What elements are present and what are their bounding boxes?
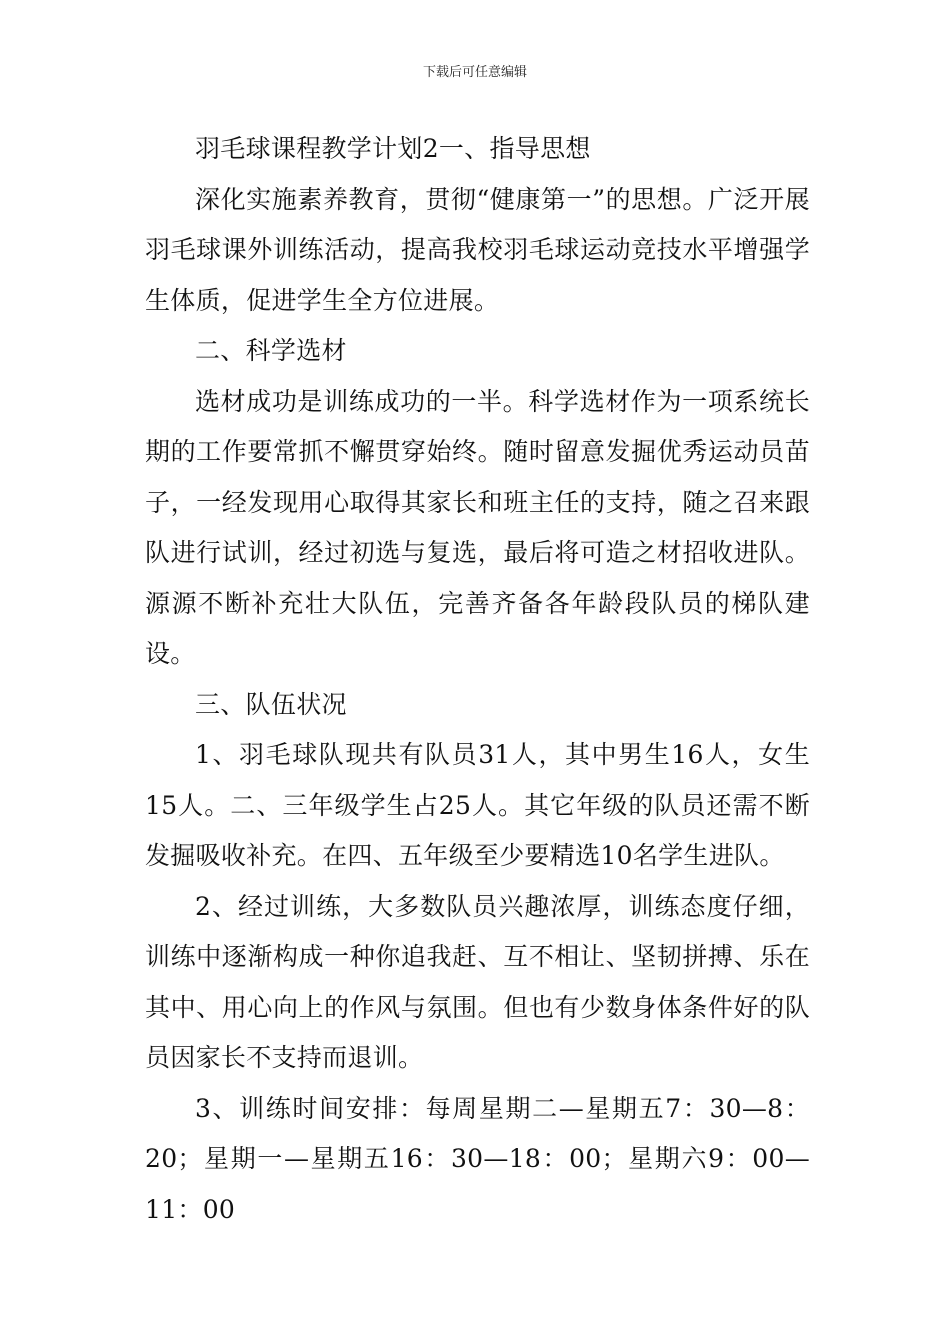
section-heading-team-status: 三、队伍状况 xyxy=(195,689,347,719)
document-title: 羽毛球课程教学计划2一、指导思想 xyxy=(195,134,591,163)
section-heading-selection: 二、科学选材 xyxy=(195,336,347,365)
paragraph-training-schedule: 3、训练时间安排：每周星期二—星期五7：30—8：20；星期一—星期五16：30—18：00；星期六9：00—11：00 xyxy=(145,1093,810,1224)
paragraph-team-members: 1、羽毛球队现共有队员31人，其中男生16人，女生15人。二、三年级学生占25人。其它年级的队员还需不断发掘吸收补充。在四、五年级至少要精选10名学生进队。 xyxy=(145,740,810,870)
document-body xyxy=(145,124,810,1235)
paragraph-guiding-thought: 深化实施素养教育，贯彻“健康第一”的思想。广泛开展羽毛球课外训练活动，提高我校羽毛球运动竞技水平增强学生体质，促进学生全方位进展。 xyxy=(145,184,810,315)
paragraph-training-attitude: 2、经过训练，大多数队员兴趣浓厚，训练态度仔细，训练中逐渐构成一种你追我赶、互不相让、坚韧拼搏、乐在其中、用心向上的作风与氛围。但也有少数身体条件好的队员因家长不支持而退训。 xyxy=(145,891,810,1072)
paragraph-selection: 选材成功是训练成功的一半。科学选材作为一项系统长期的工作要常抓不懈贯穿始终。随时留意发掘优秀运动员苗子，一经发现用心取得其家长和班主任的支持，随之召来跟队进行试训，经过初选与复选，最后将可造之材招收进队。源源不断补充壮大队伍，完善齐备各年龄段队员的梯队建设。 xyxy=(145,386,810,668)
page-header: 下载后可任意编辑 xyxy=(422,65,527,80)
